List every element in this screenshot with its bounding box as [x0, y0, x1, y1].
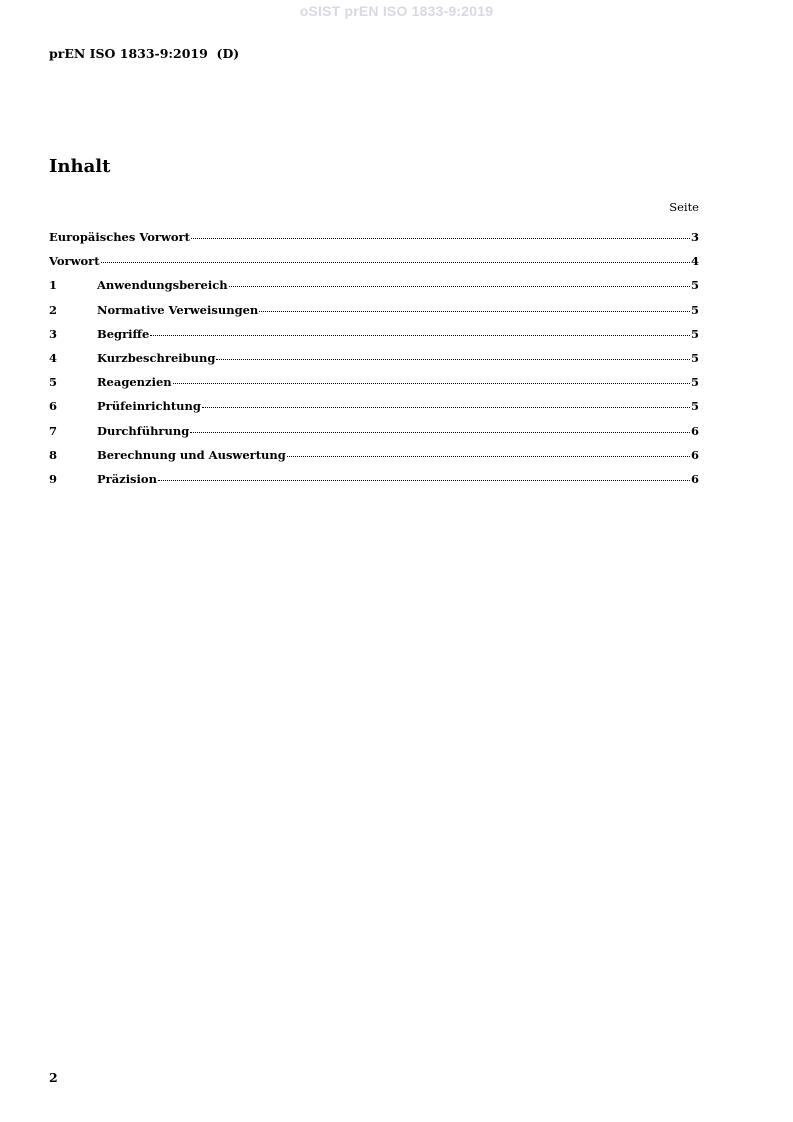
toc-dot-leader — [150, 335, 690, 336]
toc-entry-title: Reagenzien — [97, 375, 172, 390]
toc-entry-title: Durchführung — [97, 423, 190, 438]
toc-entry-page: 4 — [690, 254, 699, 269]
toc-entry-europaeisches-vorwort[interactable] — [49, 230, 699, 254]
toc-entry-number: 3 — [49, 326, 58, 341]
toc-dot-leader — [287, 456, 690, 457]
toc-dot-leader — [229, 286, 690, 287]
toc-entry-page: 5 — [690, 278, 699, 293]
toc-entry-berechnung-und-auswertung[interactable] — [49, 448, 699, 472]
toc-dot-leader — [173, 383, 690, 384]
toc-entry-anwendungsbereich[interactable] — [49, 278, 699, 302]
toc-entry-title: Kurzbeschreibung — [97, 350, 216, 365]
toc-dot-leader — [216, 359, 690, 360]
toc-entry-page: 6 — [690, 471, 699, 486]
toc-entry-begriffe[interactable] — [49, 327, 699, 351]
toc-entry-title: Begriffe — [97, 326, 150, 341]
page-column-label: Seite — [669, 200, 699, 214]
toc-entry-number: 5 — [49, 375, 58, 390]
toc-dot-leader — [191, 238, 690, 239]
toc-entry-kurzbeschreibung[interactable] — [49, 351, 699, 375]
toc-entry-number: 9 — [49, 471, 58, 486]
toc-entry-page: 5 — [690, 350, 699, 365]
document-id-header: prEN ISO 1833-9:2019 (D) — [49, 46, 240, 61]
page-number: 2 — [49, 1070, 58, 1085]
toc-entry-page: 5 — [690, 399, 699, 414]
toc-entry-number: 7 — [49, 423, 58, 438]
toc-entry-title: Normative Verweisungen — [97, 302, 259, 317]
toc-entry-pruefeinrichtung[interactable] — [49, 399, 699, 423]
toc-entry-page: 6 — [690, 447, 699, 462]
toc-entry-number: 2 — [49, 302, 58, 317]
toc-entry-page: 3 — [690, 230, 699, 244]
toc-entry-title: Anwendungsbereich — [97, 278, 228, 293]
toc-entry-title: Vorwort — [49, 254, 100, 269]
toc-entry-durchfuehrung[interactable] — [49, 424, 699, 448]
table-of-contents — [49, 230, 699, 496]
toc-entry-number: 4 — [49, 350, 58, 365]
toc-entry-title: Präzision — [97, 471, 157, 486]
toc-heading: Inhalt — [49, 156, 111, 177]
toc-dot-leader — [190, 432, 690, 433]
toc-entry-number: 8 — [49, 447, 58, 462]
toc-entry-number: 6 — [49, 399, 58, 414]
toc-entry-page: 5 — [690, 302, 699, 317]
toc-dot-leader — [259, 311, 690, 312]
toc-entry-page: 5 — [690, 375, 699, 390]
toc-entry-title: Europäisches Vorwort — [49, 230, 190, 244]
toc-entry-number: 1 — [49, 278, 58, 293]
toc-entry-page: 6 — [690, 423, 699, 438]
toc-entry-reagenzien[interactable] — [49, 375, 699, 399]
toc-dot-leader — [158, 480, 690, 481]
toc-dot-leader — [202, 407, 690, 408]
toc-entry-vorwort[interactable] — [49, 254, 699, 278]
toc-entry-normative-verweisungen[interactable] — [49, 303, 699, 327]
toc-entry-title: Prüfeinrichtung — [97, 399, 201, 414]
watermark: oSIST prEN ISO 1833-9:2019 — [299, 3, 494, 19]
toc-entry-praezision[interactable] — [49, 472, 699, 496]
toc-dot-leader — [101, 262, 690, 263]
toc-entry-title: Berechnung und Auswertung — [97, 447, 286, 462]
toc-entry-page: 5 — [690, 326, 699, 341]
